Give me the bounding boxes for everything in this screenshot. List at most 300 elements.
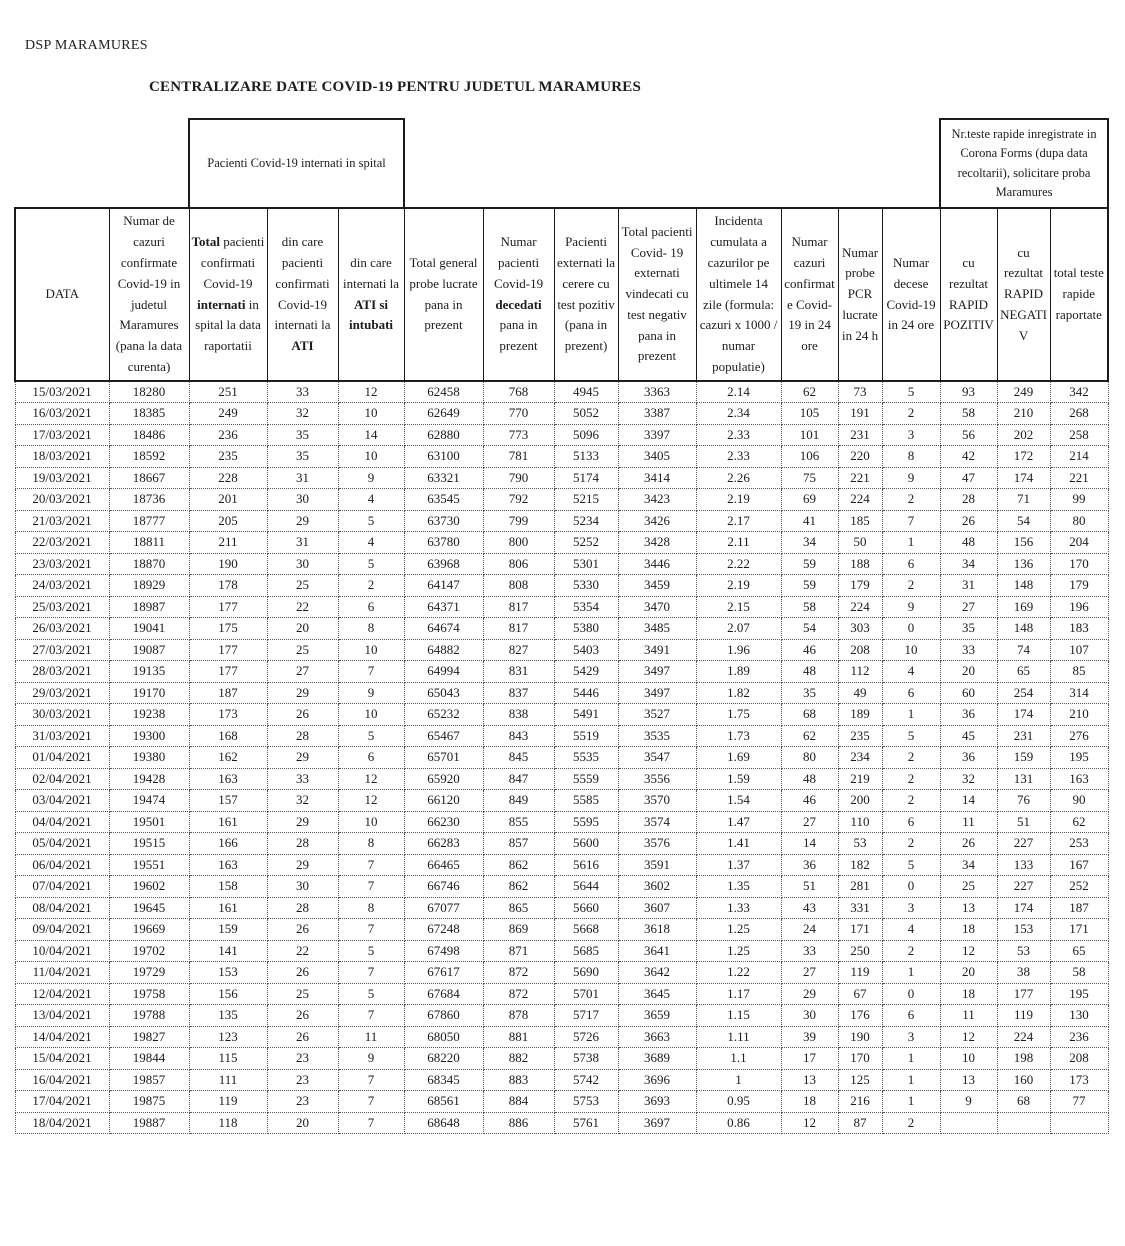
table-cell: 5660 [554,897,618,919]
table-cell: 35 [940,618,997,640]
table-cell: 175 [189,618,267,640]
table-cell: 19602 [109,876,189,898]
table-cell [1050,1112,1108,1134]
table-cell: 28 [267,833,338,855]
table-cell: 3491 [618,639,696,661]
table-cell: 19788 [109,1005,189,1027]
table-cell: 800 [483,532,554,554]
group-header-row [15,119,1108,208]
table-cell: 43 [781,897,838,919]
table-cell: 3535 [618,725,696,747]
column-header: Numar de cazuri confirmate Covid-19 in judetul Maramures (pana la data curenta) [109,208,189,381]
table-cell: 6 [338,596,404,618]
table-cell: 38 [997,962,1050,984]
table-cell: 224 [838,596,882,618]
table-cell: 1 [882,1091,940,1113]
table-cell: 31 [940,575,997,597]
table-cell: 196 [1050,596,1108,618]
table-cell: 35 [267,446,338,468]
table-cell: 29 [267,510,338,532]
table-row [15,854,1108,876]
table-cell: 862 [483,854,554,876]
table-cell: 1.17 [696,983,781,1005]
table-cell: 36 [940,704,997,726]
table-cell: 34 [781,532,838,554]
table-cell: 19515 [109,833,189,855]
table-cell: 2 [882,940,940,962]
table-cell: 5742 [554,1069,618,1091]
table-cell: 8 [338,833,404,855]
table-cell: 3423 [618,489,696,511]
table-cell: 33 [781,940,838,962]
table-cell: 189 [838,704,882,726]
table-cell: 36 [781,854,838,876]
table-cell: 28/03/2021 [15,661,109,683]
table-cell: 0 [882,876,940,898]
table-cell: 3607 [618,897,696,919]
table-cell: 3570 [618,790,696,812]
table-cell: 12 [940,1026,997,1048]
table-cell: 03/04/2021 [15,790,109,812]
table-cell: 64147 [404,575,483,597]
table-cell: 17 [781,1048,838,1070]
table-cell: 3397 [618,424,696,446]
table-cell: 5 [338,725,404,747]
table-cell: 76 [997,790,1050,812]
table-cell: 1 [696,1069,781,1091]
table-cell: 817 [483,596,554,618]
table-cell: 2 [882,790,940,812]
table-cell: 30 [781,1005,838,1027]
table-cell: 24 [781,919,838,941]
table-cell: 827 [483,639,554,661]
table-cell: 871 [483,940,554,962]
table-cell: 66120 [404,790,483,812]
table-cell: 2.07 [696,618,781,640]
table-cell: 865 [483,897,554,919]
table-cell: 1.25 [696,919,781,941]
table-row [15,424,1108,446]
table-cell: 19380 [109,747,189,769]
table-cell: 3591 [618,854,696,876]
table-cell: 30 [267,489,338,511]
table-cell: 19501 [109,811,189,833]
table-cell: 178 [189,575,267,597]
table-cell: 3645 [618,983,696,1005]
table-cell: 276 [1050,725,1108,747]
table-cell: 68 [997,1091,1050,1113]
table-cell: 235 [189,446,267,468]
table-cell: 790 [483,467,554,489]
table-cell: 252 [1050,876,1108,898]
table-cell: 74 [997,639,1050,661]
table-cell: 3696 [618,1069,696,1091]
table-cell: 153 [997,919,1050,941]
table-cell: 5403 [554,639,618,661]
table-cell: 20 [267,1112,338,1134]
table-cell: 177 [189,661,267,683]
table-cell: 187 [1050,897,1108,919]
table-cell: 185 [838,510,882,532]
table-cell: 25 [940,876,997,898]
table-cell: 6 [882,682,940,704]
table-cell: 14 [781,833,838,855]
table-cell: 884 [483,1091,554,1113]
table-cell: 3497 [618,661,696,683]
table-cell: 77 [1050,1091,1108,1113]
table-cell: 99 [1050,489,1108,511]
table-cell: 62 [1050,811,1108,833]
table-cell: 18385 [109,403,189,425]
table-cell: 198 [997,1048,1050,1070]
table-cell: 73 [838,381,882,403]
table-cell: 26 [940,510,997,532]
table-cell: 63321 [404,467,483,489]
table-cell: 249 [189,403,267,425]
table-cell: 0.86 [696,1112,781,1134]
table-cell: 2 [882,833,940,855]
table-row [15,811,1108,833]
table-row [15,962,1108,984]
table-cell: 06/04/2021 [15,854,109,876]
table-cell: 66283 [404,833,483,855]
table-cell: 1.59 [696,768,781,790]
table-cell: 11 [940,1005,997,1027]
table-cell: 119 [997,1005,1050,1027]
table-cell: 1.73 [696,725,781,747]
table-cell: 231 [997,725,1050,747]
table-cell: 27 [940,596,997,618]
table-cell: 18 [940,919,997,941]
table-cell: 163 [1050,768,1108,790]
table-cell: 25 [267,983,338,1005]
table-cell: 162 [189,747,267,769]
table-cell: 2 [338,575,404,597]
table-cell: 26 [940,833,997,855]
table-cell: 26 [267,704,338,726]
table-cell: 64882 [404,639,483,661]
table-cell: 68648 [404,1112,483,1134]
table-cell: 135 [189,1005,267,1027]
table-cell: 210 [1050,704,1108,726]
table-cell: 170 [838,1048,882,1070]
table-cell: 2.11 [696,532,781,554]
table-cell: 58 [1050,962,1108,984]
table-cell: 63730 [404,510,483,532]
table-cell: 2 [882,747,940,769]
table-cell: 845 [483,747,554,769]
table-row [15,575,1108,597]
table-cell: 342 [1050,381,1108,403]
table-row [15,897,1108,919]
table-cell: 23 [267,1069,338,1091]
table-cell: 159 [997,747,1050,769]
table-cell: 46 [781,639,838,661]
table-cell: 12/04/2021 [15,983,109,1005]
table-cell: 14/04/2021 [15,1026,109,1048]
table-cell: 173 [1050,1069,1108,1091]
table-cell: 68 [781,704,838,726]
table-cell: 23 [267,1048,338,1070]
table-cell: 25 [267,575,338,597]
table-cell: 26 [267,1026,338,1048]
table-row [15,446,1108,468]
table-cell: 31/03/2021 [15,725,109,747]
table-cell: 58 [940,403,997,425]
table-row [15,876,1108,898]
table-cell: 10 [940,1048,997,1070]
table-row [15,682,1108,704]
table-cell: 3659 [618,1005,696,1027]
spacer-cell [15,119,189,208]
table-cell: 63545 [404,489,483,511]
table-cell: 201 [189,489,267,511]
table-cell: 221 [838,467,882,489]
table-cell: 9 [940,1091,997,1113]
table-cell: 3 [882,424,940,446]
table-cell: 2.17 [696,510,781,532]
table-cell: 119 [838,962,882,984]
table-cell: 1.25 [696,940,781,962]
table-cell: 211 [189,532,267,554]
table-cell: 67684 [404,983,483,1005]
table-cell: 7 [338,854,404,876]
table-cell: 19844 [109,1048,189,1070]
column-header: Total pacienti confirmati Covid-19 internati in spital la data raportatii [189,208,267,381]
table-cell: 22 [267,940,338,962]
table-cell: 101 [781,424,838,446]
table-cell: 22 [267,596,338,618]
table-cell: 19702 [109,940,189,962]
table-cell: 18736 [109,489,189,511]
table-cell: 236 [189,424,267,446]
table-cell: 4 [338,532,404,554]
table-cell: 18280 [109,381,189,403]
column-header: Total general probe lucrate pana in prezent [404,208,483,381]
table-cell: 159 [189,919,267,941]
table-cell: 5096 [554,424,618,446]
table-cell: 166 [189,833,267,855]
table-cell: 115 [189,1048,267,1070]
table-cell: 2 [882,403,940,425]
table-cell: 87 [838,1112,882,1134]
table-cell: 1.54 [696,790,781,812]
table-cell: 2.33 [696,424,781,446]
table-cell: 19170 [109,682,189,704]
table-cell: 214 [1050,446,1108,468]
table-cell: 7 [338,1091,404,1113]
table-cell: 23 [267,1091,338,1113]
table-cell: 29 [267,854,338,876]
table-cell: 1.11 [696,1026,781,1048]
table-cell: 5 [338,940,404,962]
table-cell: 63780 [404,532,483,554]
table-row [15,510,1108,532]
table-cell: 10 [338,811,404,833]
table-cell: 234 [838,747,882,769]
table-cell: 174 [997,467,1050,489]
table-cell: 161 [189,811,267,833]
table-cell: 5519 [554,725,618,747]
table-cell: 202 [997,424,1050,446]
table-cell: 63968 [404,553,483,575]
table-cell: 227 [997,833,1050,855]
table-row [15,467,1108,489]
table-cell: 29 [267,682,338,704]
table-cell: 10 [338,639,404,661]
table-cell: 8 [338,897,404,919]
table-cell: 01/04/2021 [15,747,109,769]
table-cell: 171 [1050,919,1108,941]
table-cell: 190 [189,553,267,575]
table-cell: 303 [838,618,882,640]
table-cell: 2.19 [696,489,781,511]
table-cell: 19041 [109,618,189,640]
table-cell: 2.22 [696,553,781,575]
table-cell: 3405 [618,446,696,468]
table-cell: 179 [1050,575,1108,597]
table-cell: 51 [997,811,1050,833]
table-cell: 4945 [554,381,618,403]
table-cell: 236 [1050,1026,1108,1048]
table-cell: 3497 [618,682,696,704]
table-cell: 5052 [554,403,618,425]
column-header: cu rezultat RAPID NEGATIV [997,208,1050,381]
table-cell: 1 [882,1048,940,1070]
table-cell: 19551 [109,854,189,876]
table-row [15,1069,1108,1091]
table-cell: 10/04/2021 [15,940,109,962]
table-cell: 268 [1050,403,1108,425]
table-cell: 67077 [404,897,483,919]
table-cell: 5 [338,553,404,575]
table-cell: 64674 [404,618,483,640]
table-cell: 883 [483,1069,554,1091]
table-cell: 5595 [554,811,618,833]
table-cell: 2.19 [696,575,781,597]
table-cell: 19300 [109,725,189,747]
table-cell: 847 [483,768,554,790]
table-cell: 158 [189,876,267,898]
table-cell: 5701 [554,983,618,1005]
table-cell: 2 [882,1112,940,1134]
table-cell: 28 [267,725,338,747]
table-cell: 25 [267,639,338,661]
table-cell: 54 [997,510,1050,532]
table-cell: 29/03/2021 [15,682,109,704]
table-cell: 85 [1050,661,1108,683]
table-cell: 30 [267,876,338,898]
table-cell: 1 [882,704,940,726]
table-cell: 62458 [404,381,483,403]
table-cell: 45 [940,725,997,747]
table-cell: 191 [838,403,882,425]
table-cell: 125 [838,1069,882,1091]
table-cell: 156 [189,983,267,1005]
table-cell: 62649 [404,403,483,425]
table-cell: 29 [267,811,338,833]
table-cell: 210 [997,403,1050,425]
table-cell: 18667 [109,467,189,489]
table-row [15,618,1108,640]
table-cell: 41 [781,510,838,532]
table-cell: 5600 [554,833,618,855]
table-cell: 130 [1050,1005,1108,1027]
table-cell: 3618 [618,919,696,941]
table-cell: 195 [1050,983,1108,1005]
table-cell: 65 [997,661,1050,683]
table-cell: 2 [882,489,940,511]
table-cell: 855 [483,811,554,833]
table-cell: 119 [189,1091,267,1113]
table-cell: 176 [838,1005,882,1027]
table-cell: 65232 [404,704,483,726]
table-cell: 177 [189,596,267,618]
table-cell: 66465 [404,854,483,876]
table-cell: 7 [338,1069,404,1091]
table-cell: 3642 [618,962,696,984]
table-cell: 174 [997,897,1050,919]
column-header: total teste rapide raportate [1050,208,1108,381]
table-cell: 250 [838,940,882,962]
table-row [15,704,1108,726]
table-cell: 62880 [404,424,483,446]
table-cell: 53 [838,833,882,855]
table-cell: 5753 [554,1091,618,1113]
table-cell: 27 [781,811,838,833]
table-cell: 872 [483,962,554,984]
table-cell: 1.41 [696,833,781,855]
table-cell: 17/04/2021 [15,1091,109,1113]
table-cell: 8 [338,618,404,640]
table-cell: 29 [267,747,338,769]
org-name: DSP MARAMURES [25,38,148,53]
table-cell: 7 [882,510,940,532]
table-cell: 331 [838,897,882,919]
table-cell: 3414 [618,467,696,489]
table-cell: 35 [781,682,838,704]
table-cell: 0 [882,618,940,640]
table-cell: 33 [267,768,338,790]
table-cell: 20 [940,661,997,683]
table-cell: 12 [338,768,404,790]
table-cell: 39 [781,1026,838,1048]
table-cell: 6 [882,811,940,833]
table-cell: 67 [838,983,882,1005]
table-cell: 177 [189,639,267,661]
table-cell: 5354 [554,596,618,618]
table-cell: 5738 [554,1048,618,1070]
table-cell: 5644 [554,876,618,898]
table-cell: 170 [1050,553,1108,575]
table-cell: 26 [267,962,338,984]
table-cell: 136 [997,553,1050,575]
table-cell: 799 [483,510,554,532]
table-cell: 30 [267,553,338,575]
table-cell: 112 [838,661,882,683]
table-cell: 205 [189,510,267,532]
table-cell: 19645 [109,897,189,919]
table-cell: 831 [483,661,554,683]
table-cell: 3363 [618,381,696,403]
table-cell: 5133 [554,446,618,468]
table-cell: 254 [997,682,1050,704]
spacer-cell [404,119,940,208]
table-cell: 881 [483,1026,554,1048]
table-cell: 160 [997,1069,1050,1091]
table-cell: 148 [997,575,1050,597]
table-cell: 1.69 [696,747,781,769]
